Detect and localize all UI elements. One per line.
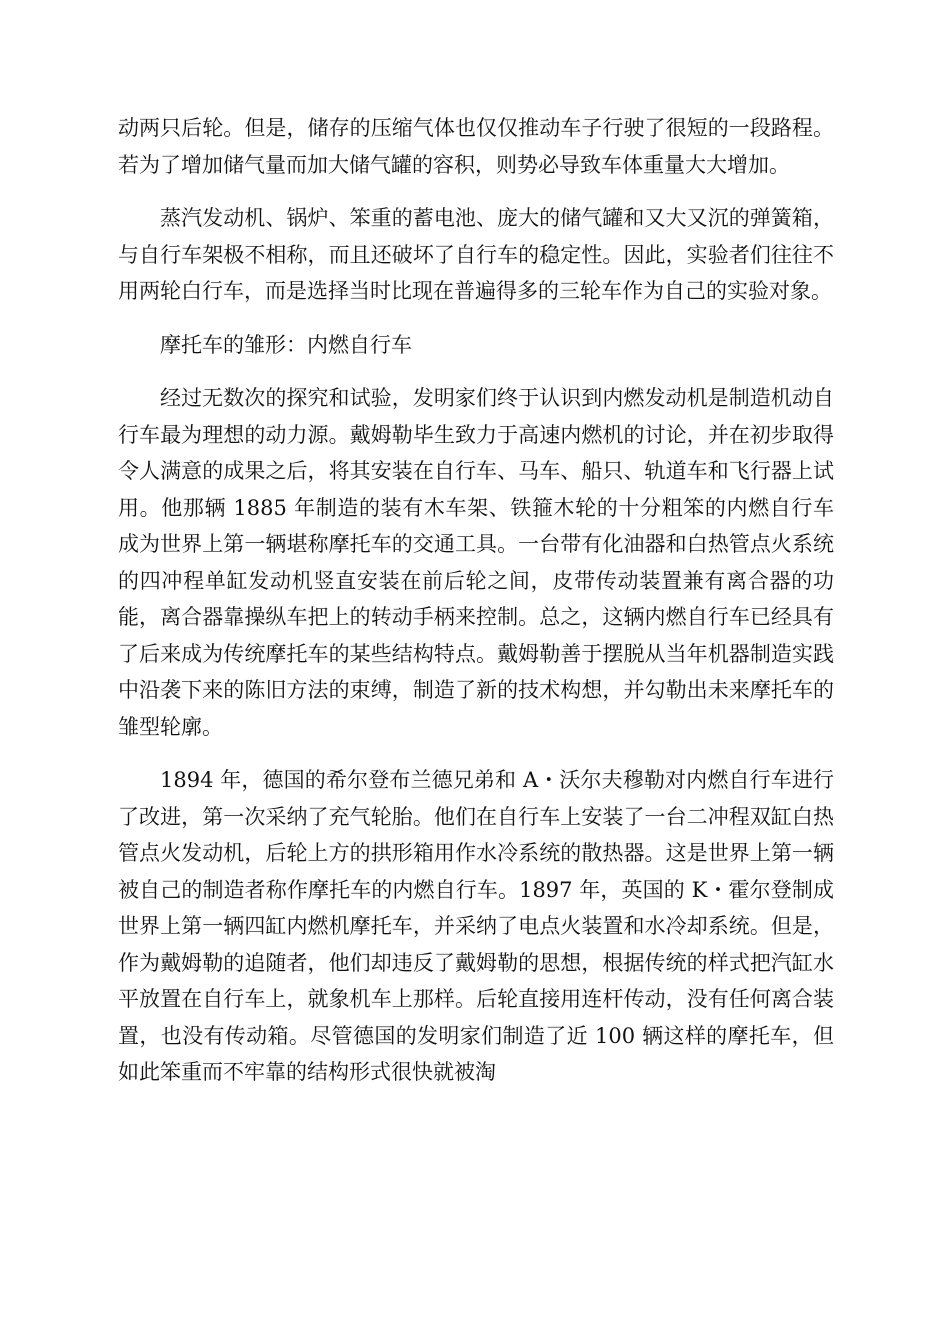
document-page: [118, 110, 834, 1108]
paragraph-continuation: [118, 110, 834, 183]
heading-text: 摩托车的雏形：内燃自行车: [160, 332, 412, 357]
paragraph-text: 蒸汽发动机、锅炉、笨重的蓄电池、庞大的储气罐和又大又沉的弹簧箱，与自行车架极不相称，而且还破坏了自行车的稳定性。因此，实验者们往往不用两轮白行车，而是选择当时比现在普遍得多的三轮车作为自己的实验对象。: [118, 206, 834, 303]
paragraph-1894: [118, 762, 834, 1091]
paragraph-early-experiments: [118, 200, 834, 310]
paragraph-text: 1894 年，德国的希尔登布兰德兄弟和 A・沃尔夫穆勒对内燃自行车进行了改进，第一次采纳了充气轮胎。他们在自行车上安装了一台二冲程双缸白热管点火发动机，后轮上方的拱形箱用作水冷系统的散热器。这是世界上第一辆被自己的制造者称作摩托车的内燃自行车。1897 年，英国的 K・霍尔登制成世界上第一辆四缸内燃机摩托车，并采纳了电点火装置和水冷却系统。但是，作为戴姆勒的追随者，他们却违反了戴姆勒的思想，根据传统的样式把汽缸水平放置在自行车上，就象机车上那样。后轮直接用连杆传动，没有任何离合装置，也没有传动箱。尽管德国的发明家们制造了近 100 辆这样的摩托车，但如此笨重而不牢靠的结构形式很快就被淘: [118, 768, 834, 1084]
section-heading: [118, 327, 834, 364]
paragraph-text: 经过无数次的探究和试验，发明家们终于认识到内燃发动机是制造机动自行车最为理想的动力源。戴姆勒毕生致力于高速内燃机的讨论，并在初步取得令人满意的成果之后，将其安装在自行车、马车、船只、轨道车和飞行器上试用。他那辆 1885 年制造的装有木车架、铁箍木轮的十分粗笨的内燃自行车成为世界上第一辆堪称摩托车的交通工具。一台带有化油器和白热管点火系统的四冲程单缸发动机竖直安装在前后轮之间，皮带传动装置兼有离合器的功能，离合器靠操纵车把上的转动手柄来控制。总之，这辆内燃自行车已经具有了后来成为传统摩托车的某些结构特点。戴姆勒善于摆脱从当年机器制造实践中沿袭下来的陈旧方法的束缚，制造了新的技术构想，并勾勒出未来摩托车的雏型轮廓。: [118, 386, 834, 739]
paragraph-daimler: [118, 380, 834, 745]
paragraph-text: 动两只后轮。但是，储存的压缩气体也仅仅推动车子行驶了很短的一段路程。若为了增加储气量而加大储气罐的容积，则势必导致车体重量大大增加。: [118, 116, 834, 177]
